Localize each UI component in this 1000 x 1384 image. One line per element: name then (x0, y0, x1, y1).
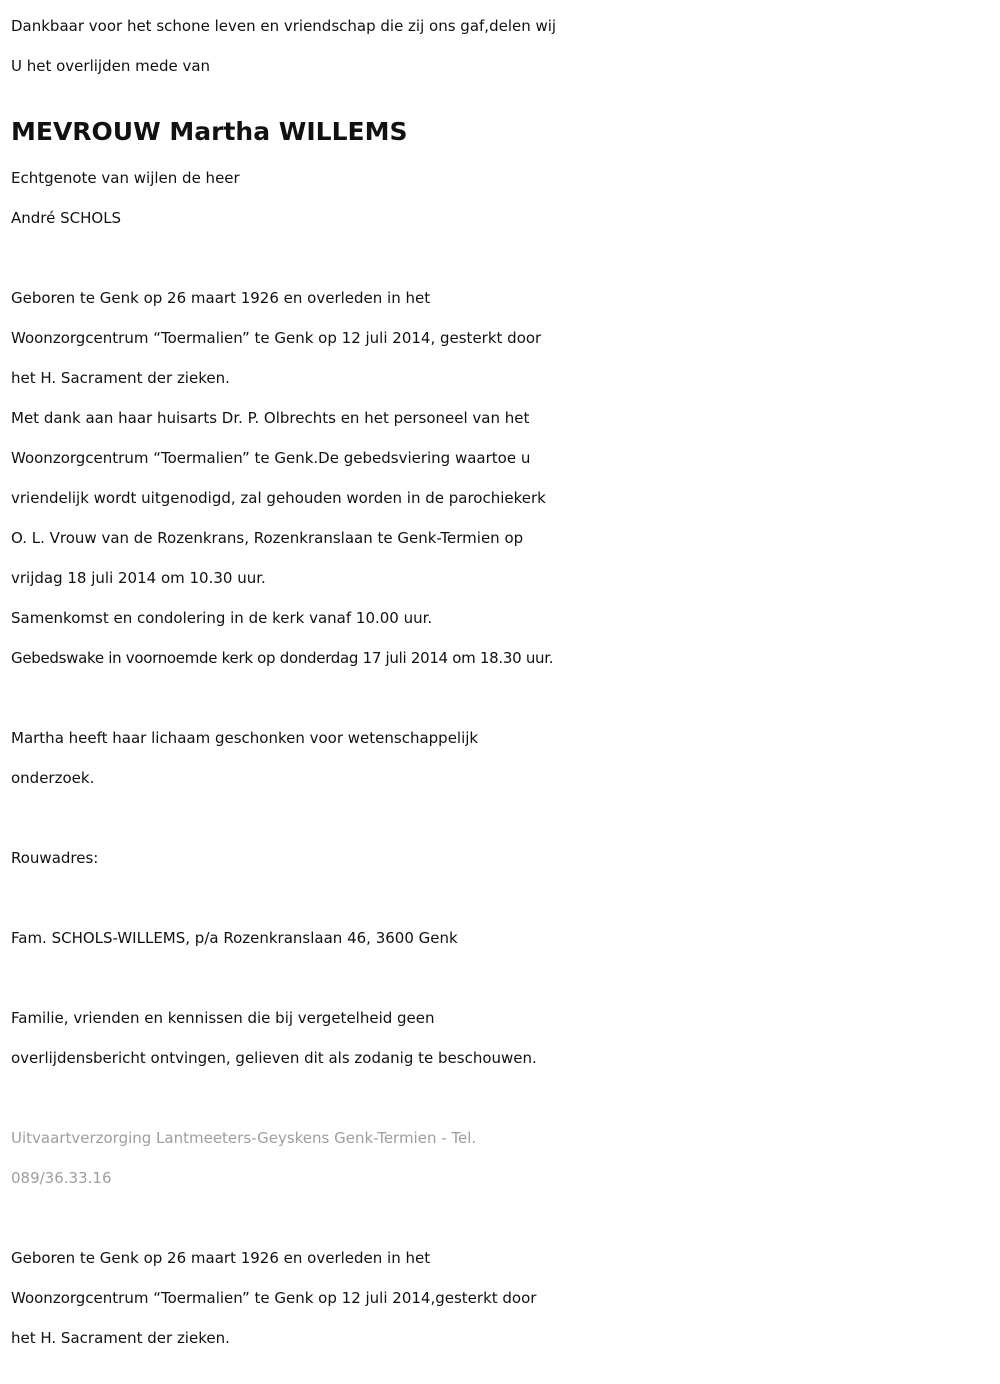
mourning-address: Fam. SCHOLS-WILLEMS, p/a Rozenkranslaan 46, 3600 Genk (11, 929, 458, 947)
ceremony-line-1: Met dank aan haar huisarts Dr. P. Olbrechts en het personeel van het (11, 409, 530, 427)
notice-line-2: overlijdensbericht ontvingen, gelieven dit als zodanig te beschouwen. (11, 1049, 537, 1067)
address-label: Rouwadres: (11, 849, 99, 867)
ceremony-line-4: O. L. Vrouw van de Rozenkrans, Rozenkranslaan te Genk-Termien op (11, 529, 524, 547)
birth-death-line-2: Woonzorgcentrum “Toermalien” te Genk op 12 juli 2014, gesterkt door (11, 329, 542, 347)
spouse-line-2: André SCHOLS (11, 209, 122, 227)
spacer (11, 878, 993, 918)
notice-line-1: Familie, vrienden en kennissen die bij vergetelheid geen (11, 1009, 435, 1027)
birth-death-line-3: het H. Sacrament der zieken. (11, 369, 230, 387)
spacer (11, 1198, 993, 1238)
spacer (11, 678, 993, 718)
ceremony-line-2: Woonzorgcentrum “Toermalien” te Genk.De gebedsviering waartoe u (11, 449, 531, 467)
ceremony-line-3: vriendelijk wordt uitgenodigd, zal gehouden worden in de parochiekerk (11, 489, 546, 507)
ceremony-line-7: Gebedswake in voornoemde kerk op donderdag 17 juli 2014 om 18.30 uur. (11, 649, 554, 667)
intro-line-2: U het overlijden mede van (11, 57, 211, 75)
birth-death-repeat-line-3: het H. Sacrament der zieken. (11, 1329, 230, 1347)
deceased-name: MEVROUW Martha WILLEMS (11, 117, 408, 146)
funeral-home-line-1: Uitvaartverzorging Lantmeeters-Geyskens Genk-Termien - Tel. (11, 1129, 477, 1147)
spacer (11, 958, 993, 998)
ceremony-line-5: vrijdag 18 juli 2014 om 10.30 uur. (11, 569, 266, 587)
donation-line-1: Martha heeft haar lichaam geschonken voor wetenschappelijk (11, 729, 479, 747)
spacer (11, 238, 993, 278)
spacer (11, 798, 993, 838)
ceremony-line-6: Samenkomst en condolering in de kerk vanaf 10.00 uur. (11, 609, 433, 627)
birth-death-line-1: Geboren te Genk op 26 maart 1926 en overleden in het (11, 289, 431, 307)
spouse-line-1: Echtgenote van wijlen de heer (11, 169, 240, 187)
birth-death-repeat-line-1: Geboren te Genk op 26 maart 1926 en overleden in het (11, 1249, 431, 1267)
donation-line-2: onderzoek. (11, 769, 95, 787)
funeral-home-phone: 089/36.33.16 (11, 1169, 112, 1187)
birth-death-repeat-line-2: Woonzorgcentrum “Toermalien” te Genk op 12 juli 2014,gesterkt door (11, 1289, 537, 1307)
spacer (11, 1078, 993, 1118)
obituary-document (11, 6, 993, 1358)
intro-line-1: Dankbaar voor het schone leven en vriendschap die zij ons gaf,delen wij (11, 17, 557, 35)
